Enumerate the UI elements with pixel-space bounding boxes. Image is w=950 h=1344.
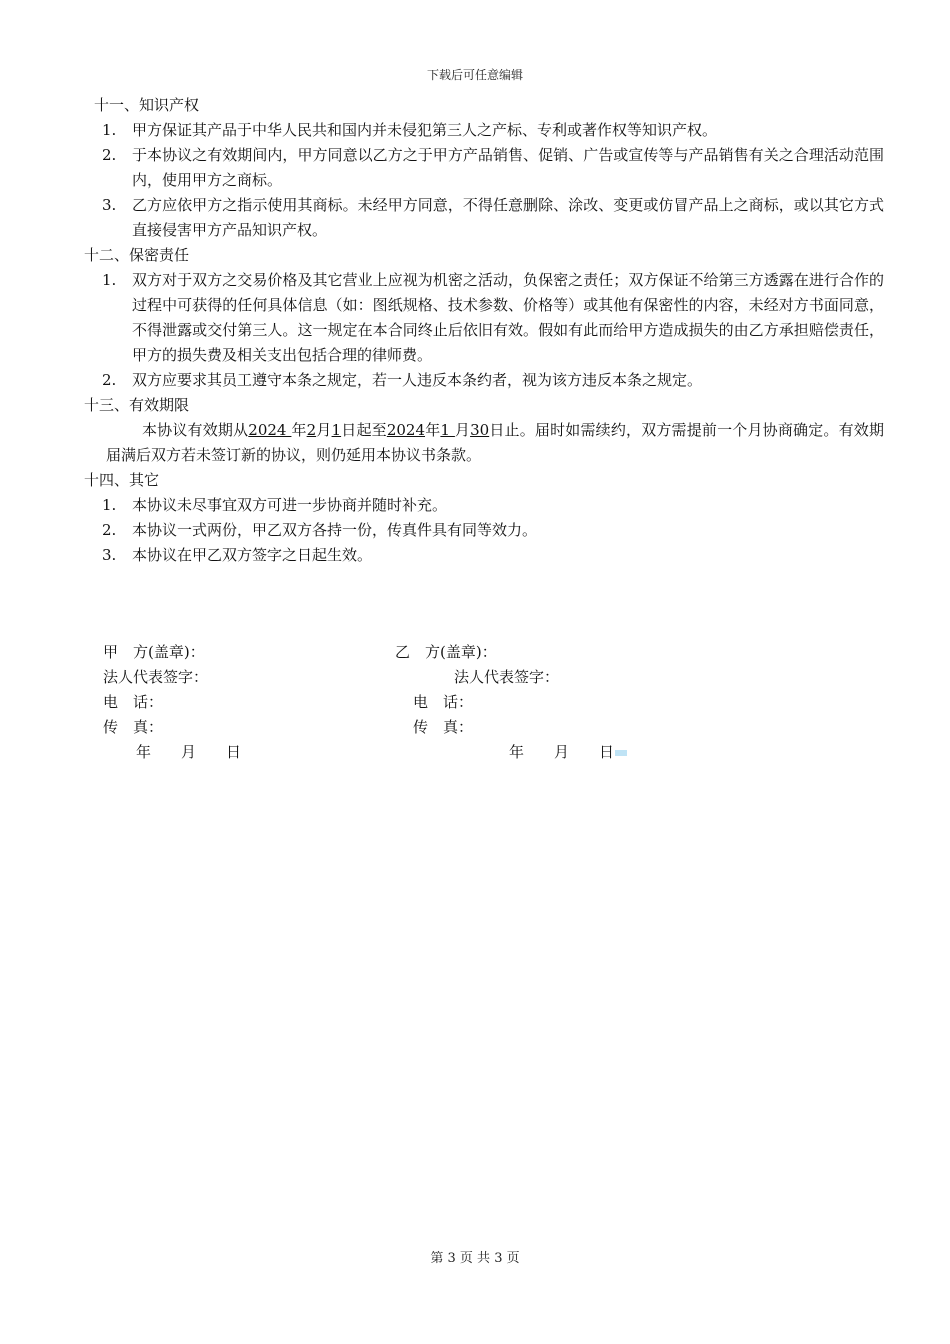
end-month: 1 xyxy=(440,421,455,439)
item-text: 双方应要求其员工遵守本条之规定，若一人违反本条约者，视为该方违反本条之规定。 xyxy=(132,371,703,389)
end-day: 30 xyxy=(470,421,490,439)
list-item xyxy=(84,368,884,393)
item-number: 2. xyxy=(102,371,117,389)
list-item xyxy=(84,193,884,243)
item-number: 2. xyxy=(102,521,117,539)
item-text: 于本协议之有效期间内，甲方同意以乙方之于甲方产品销售、促销、广告或宣传等与产品销售有关之合理活动范围内，使用甲方之商标。 xyxy=(132,146,884,189)
item-number: 3. xyxy=(102,196,117,214)
document-body xyxy=(84,93,884,568)
list-item xyxy=(84,518,884,543)
item-number: 2. xyxy=(102,146,117,164)
item-number: 3. xyxy=(102,546,117,564)
section-title-validity: 十三、有效期限 xyxy=(84,396,190,414)
party-b-fax-label: 传 真： xyxy=(413,718,474,736)
item-text: 本协议一式两份，甲乙双方各持一份，传真件具有同等效力。 xyxy=(132,521,538,539)
item-text: 甲方保证其产品于中华人民共和国内并未侵犯第三人之产标、专利或著作权等知识产权。 xyxy=(132,121,718,139)
item-number: 1. xyxy=(102,496,117,514)
item-text: 本协议在甲乙双方签字之日起生效。 xyxy=(132,546,373,564)
start-year: 2024 xyxy=(248,421,292,439)
party-a-rep-label: 法人代表签字： xyxy=(103,668,209,686)
text-cursor-marker xyxy=(615,750,627,756)
party-b-seal-label: 乙 方(盖章)： xyxy=(395,643,497,661)
page-header: 下载后可任意编辑 xyxy=(426,68,523,82)
party-a-seal-label: 甲 方(盖章)： xyxy=(103,643,205,661)
party-b-date-label: 年 月 日 xyxy=(509,743,615,761)
party-b-phone-label: 电 话： xyxy=(413,693,474,711)
list-item xyxy=(84,543,884,568)
section-title-confidentiality: 十二、保密责任 xyxy=(84,246,190,264)
end-year: 2024 xyxy=(386,421,426,439)
item-text: 乙方应依甲方之指示使用其商标。未经甲方同意，不得任意删除、涂改、变更或仿冒产品上之商标，或以其它方式直接侵害甲方产品知识产权。 xyxy=(132,196,884,239)
section-title-other: 十四、其它 xyxy=(84,471,160,489)
list-item xyxy=(84,268,884,368)
item-text: 本协议未尽事宜双方可进一步协商并随时补充。 xyxy=(132,496,448,514)
list-item xyxy=(84,118,884,143)
party-a-phone-label: 电 话： xyxy=(103,693,164,711)
section-title-ip: 十一、知识产权 xyxy=(94,96,200,114)
start-month: 2 xyxy=(306,421,317,439)
item-text: 双方对于双方之交易价格及其它营业上应视为机密之活动，负保密之责任；双方保证不给第三方透露在进行合作的过程中可获得的任何具体信息（如：图纸规格、技术参数、价格等）或其他有保密性的内容，未经对方书面同意，不得泄露或交付第三人。这一规定在本合同终止后依旧有效。假如有此而给甲方造成损失的由乙方承担赔偿责任，甲方的损失费及相关支出包括合理的律师费。 xyxy=(132,271,884,364)
party-a-date-label: 年 月 日 xyxy=(136,743,242,761)
page-footer: 第 3 页 共 3 页 xyxy=(430,1251,520,1266)
validity-paragraph: 本协议有效期从2024 年2月1日起至2024年1 月30日止。届时如需续约，双方需提前一个月协商确定。有效期届满后双方若未签订新的协议，则仍延用本协议书条款。 xyxy=(106,421,884,464)
list-item xyxy=(84,143,884,193)
item-number: 1. xyxy=(102,121,117,139)
party-b-date-wrapper xyxy=(509,740,627,764)
party-a-fax-label: 传 真： xyxy=(103,718,164,736)
party-b-rep-label: 法人代表签字： xyxy=(454,668,560,686)
list-item xyxy=(84,493,884,518)
start-day: 1 xyxy=(331,421,342,439)
item-number: 1. xyxy=(102,271,117,289)
